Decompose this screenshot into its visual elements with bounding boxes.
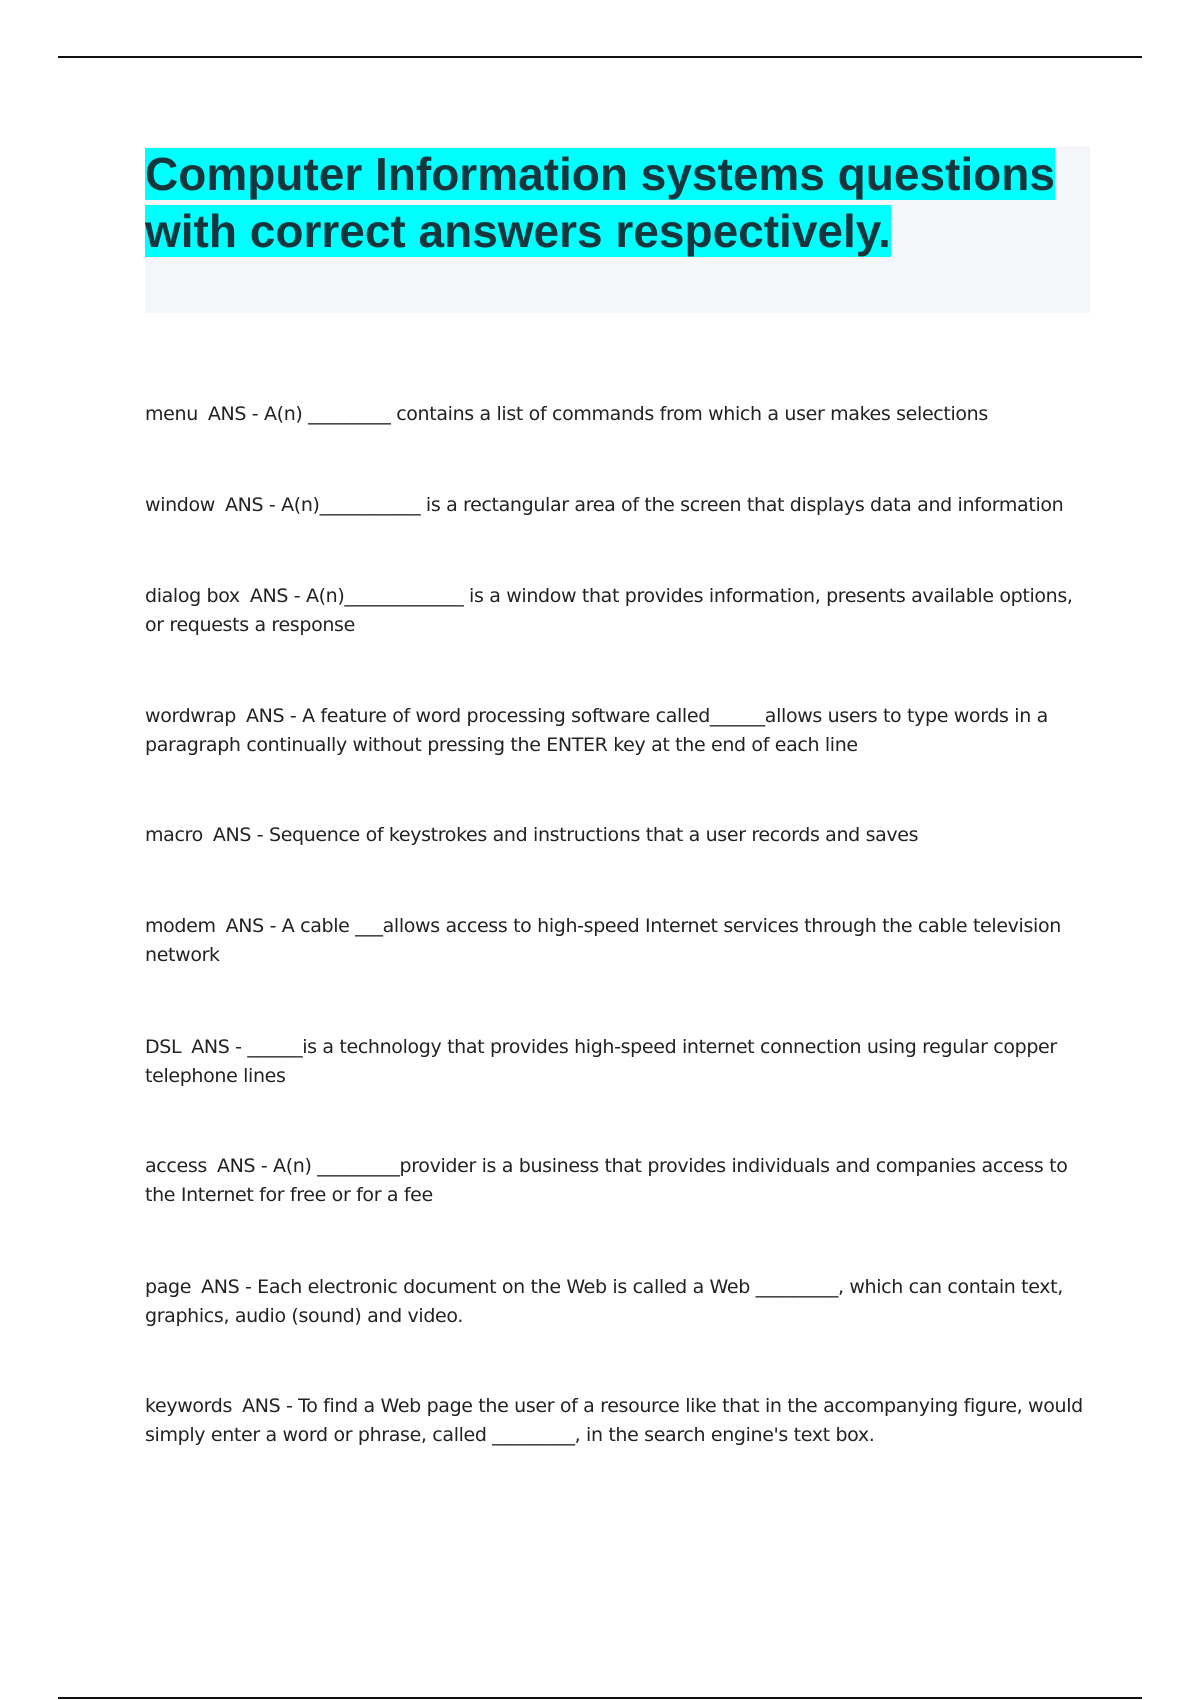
- qa-term: menu: [145, 403, 198, 425]
- qa-term: window: [145, 494, 215, 516]
- qa-answer: ANS - ______is a technology that provides high-speed internet connection using regular copper telephone lines: [145, 1036, 1057, 1087]
- qa-term: modem: [145, 915, 216, 937]
- document-title-text: Computer Information systems questions with correct answers respectively.: [145, 148, 1055, 257]
- qa-item: [145, 1392, 1095, 1450]
- qa-answer: ANS - A feature of word processing software called______allows users to type words in a paragraph continually without pressing the ENTER key at the end of each line: [145, 705, 1048, 756]
- qa-answer: ANS - A(n)_____________ is a window that provides information, presents available options, or requests a response: [145, 585, 1073, 636]
- qa-answer: ANS - Sequence of keystrokes and instructions that a user records and saves: [212, 824, 919, 846]
- qa-answer: ANS - A(n)___________ is a rectangular area of the screen that displays data and information: [225, 494, 1064, 516]
- qa-answer: ANS - A(n) _________ contains a list of commands from which a user makes selections: [207, 403, 988, 425]
- qa-term: wordwrap: [145, 705, 236, 727]
- qa-term: dialog box: [145, 585, 240, 607]
- qa-item: [145, 400, 1095, 429]
- qa-item: [145, 912, 1095, 970]
- qa-answer: ANS - A cable ___allows access to high-speed Internet services through the cable television network: [145, 915, 1061, 966]
- qa-item: [145, 1273, 1095, 1331]
- header-rule: [58, 56, 1142, 58]
- qa-item: [145, 821, 1095, 850]
- qa-answer: ANS - To find a Web page the user of a resource like that in the accompanying figure, would simply enter a word or phrase, called _________, in the search engine's text box.: [145, 1395, 1083, 1446]
- qa-term: page: [145, 1276, 192, 1298]
- qa-term: macro: [145, 824, 203, 846]
- document-title: [145, 146, 1090, 260]
- qa-answer: ANS - A(n) _________provider is a business that provides individuals and companies access to the Internet for free or for a fee: [145, 1155, 1068, 1206]
- qa-item: [145, 582, 1095, 640]
- footer-rule: [58, 1697, 1142, 1699]
- qa-term: access: [145, 1155, 207, 1177]
- qa-item: [145, 1033, 1095, 1091]
- qa-answer: ANS - Each electronic document on the Web is called a Web _________, which can contain text, graphics, audio (sound) and video.: [145, 1276, 1063, 1327]
- qa-term: DSL: [145, 1036, 182, 1058]
- title-block: [145, 146, 1090, 313]
- qa-item: [145, 491, 1095, 520]
- qa-term: keywords: [145, 1395, 233, 1417]
- qa-item: [145, 1152, 1095, 1210]
- qa-item: [145, 702, 1095, 760]
